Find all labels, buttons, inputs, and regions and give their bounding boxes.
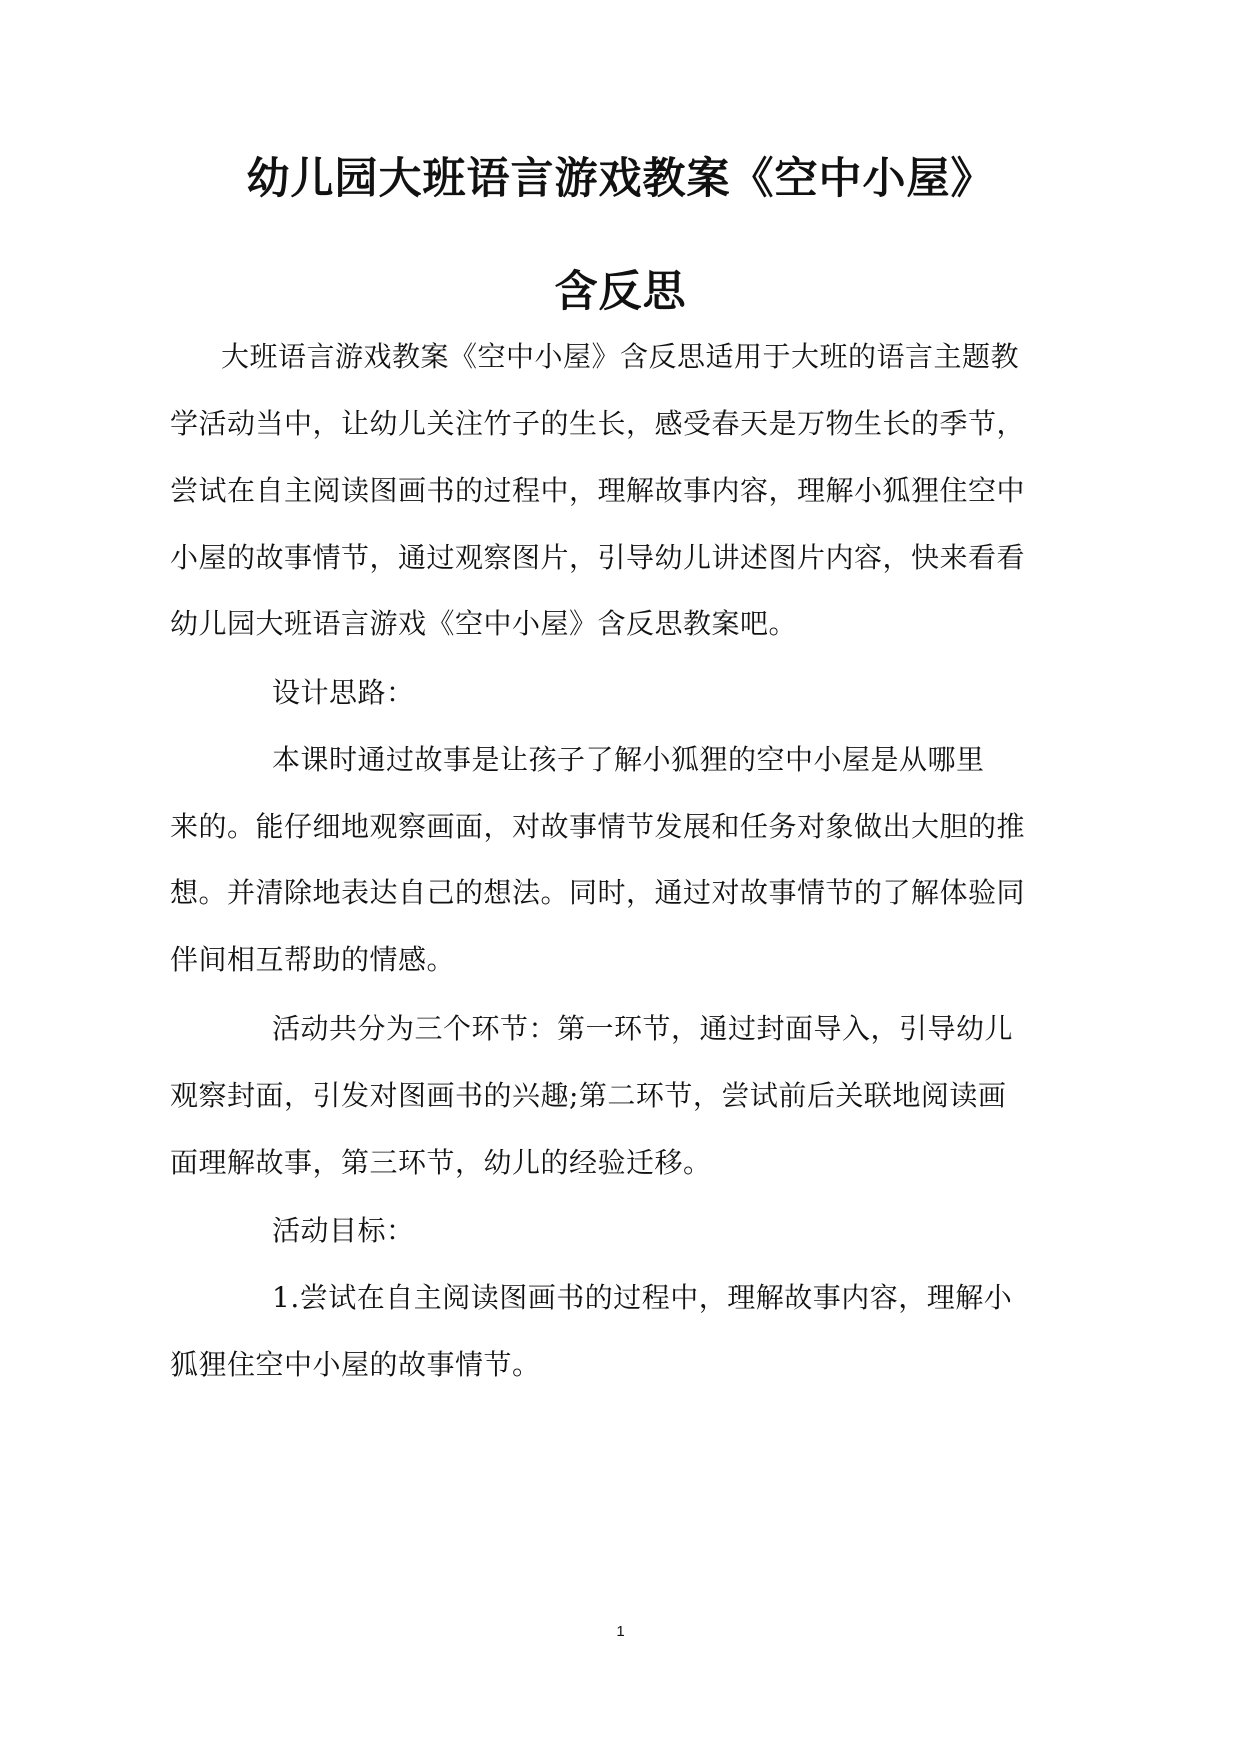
- document-title-continued: 含反思: [554, 267, 687, 317]
- paragraph-line: 伴间相互帮助的情感。: [170, 943, 456, 976]
- list-item-continued: 狐狸住空中小屋的故事情节。: [170, 1348, 541, 1381]
- paragraph-line: 小屋的故事情节，通过观察图片，引导幼儿讲述图片内容，快来看看: [170, 541, 1026, 574]
- document-title: 幼儿园大班语言游戏教案《空中小屋》: [246, 154, 995, 204]
- paragraph-line: 学活动当中，让幼儿关注竹子的生长，感受春天是万物生长的季节，: [170, 407, 1026, 440]
- paragraph-line: 本课时通过故事是让孩子了解小狐狸的空中小屋是从哪里: [272, 743, 985, 776]
- paragraph-line: 来的。能仔细地观察画面，对故事情节发展和任务对象做出大胆的推: [170, 810, 1026, 843]
- list-item: 1.尝试在自主阅读图画书的过程中，理解故事内容，理解小: [272, 1281, 1013, 1314]
- paragraph-line: 幼儿园大班语言游戏《空中小屋》含反思教案吧。: [170, 607, 798, 640]
- page-number: 1: [616, 1623, 625, 1640]
- section-heading: 设计思路：: [272, 676, 415, 709]
- paragraph-line: 活动共分为三个环节：第一环节，通过封面导入，引导幼儿: [272, 1012, 1014, 1045]
- paragraph-line: 想。并清除地表达自己的想法。同时，通过对故事情节的了解体验同: [170, 876, 1026, 909]
- paragraph-line: 大班语言游戏教案《空中小屋》含反思适用于大班的语言主题教: [221, 340, 1020, 373]
- paragraph-line: 面理解故事，第三环节，幼儿的经验迁移。: [170, 1146, 712, 1179]
- section-heading: 活动目标：: [272, 1214, 415, 1247]
- paragraph-line: 观察封面，引发对图画书的兴趣;第二环节，尝试前后关联地阅读画: [170, 1079, 1007, 1112]
- paragraph-line: 尝试在自主阅读图画书的过程中，理解故事内容，理解小狐狸住空中: [170, 474, 1026, 507]
